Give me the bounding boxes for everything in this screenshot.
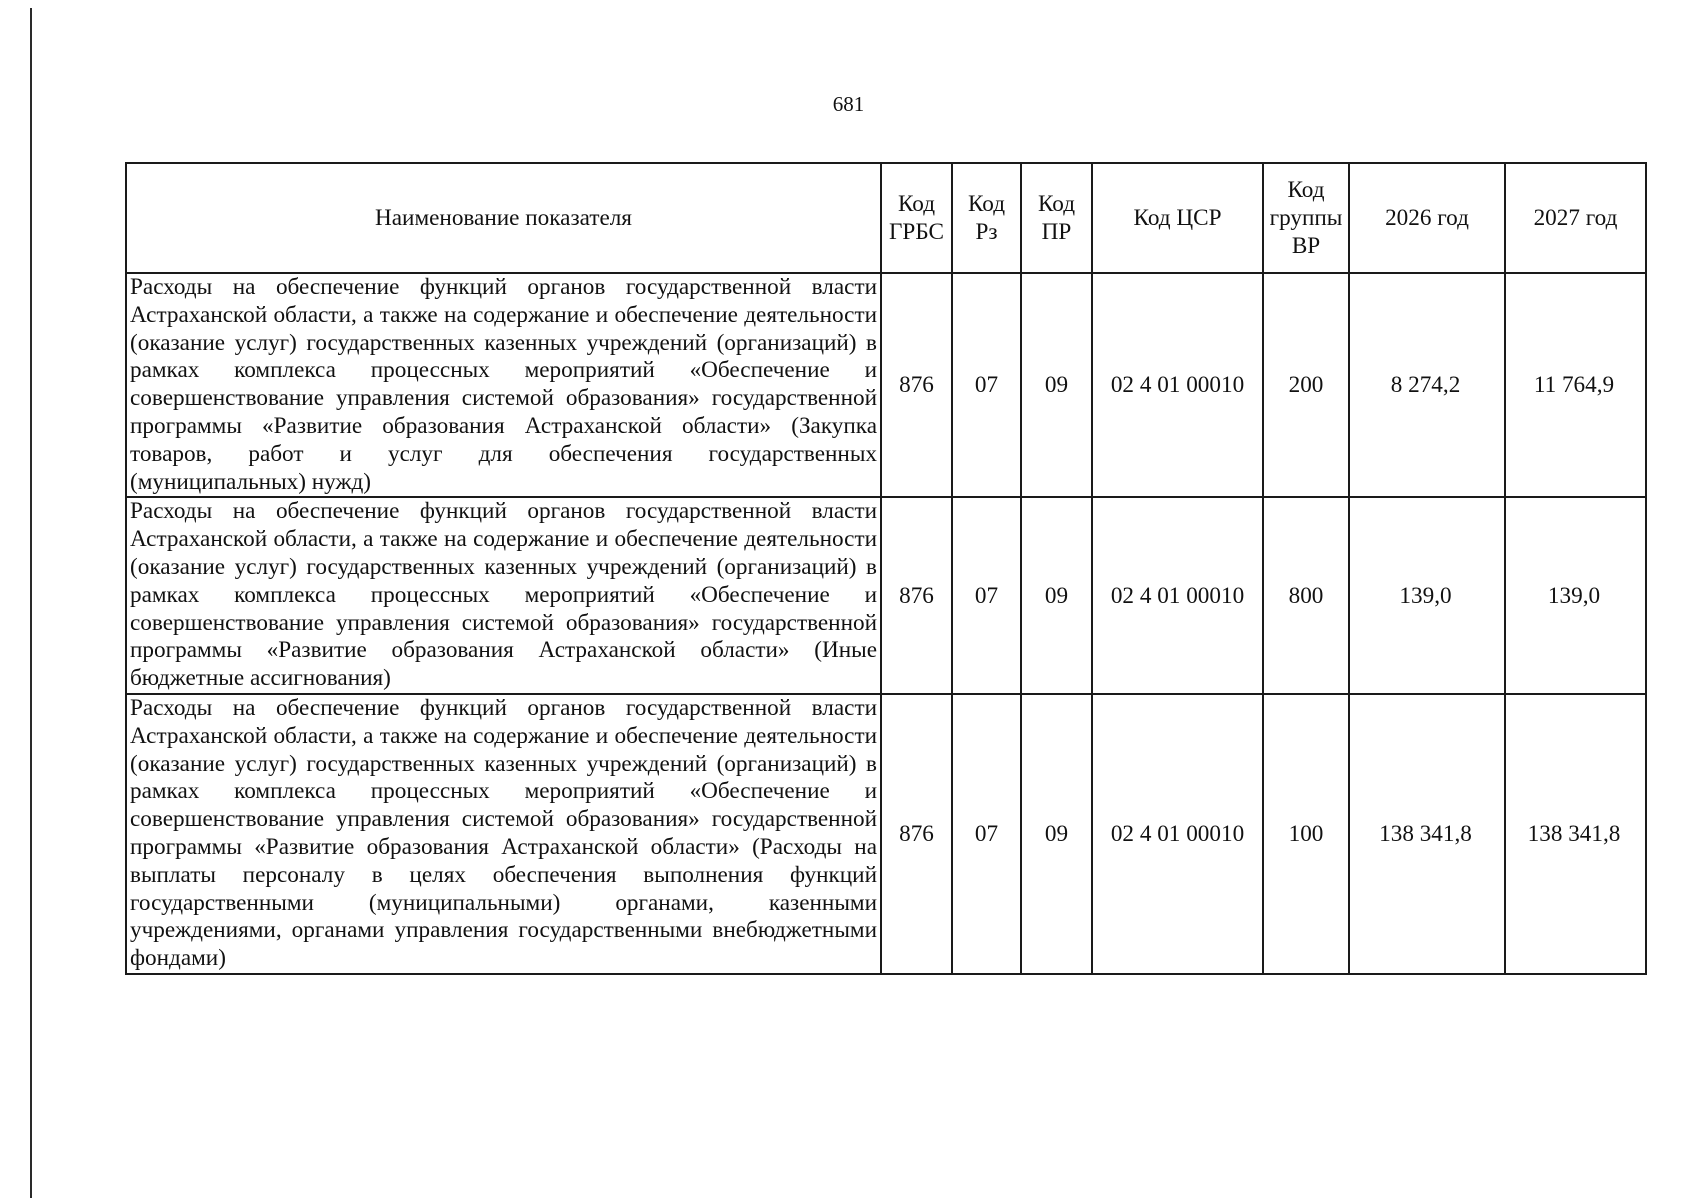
row-2027: 11 764,9 bbox=[1505, 273, 1646, 497]
row-grbs: 876 bbox=[881, 497, 952, 694]
row-2027: 139,0 bbox=[1505, 497, 1646, 694]
header-row bbox=[126, 163, 1646, 273]
header-pr: Код ПР bbox=[1021, 163, 1092, 273]
row-2026: 8 274,2 bbox=[1349, 273, 1505, 497]
row-grbs: 876 bbox=[881, 273, 952, 497]
header-rz: Код Рз bbox=[952, 163, 1021, 273]
table-body bbox=[126, 273, 1646, 974]
row-name: Расходы на обеспечение функций органов государственной власти Астраханской области, а также на содержание и обеспечение деятельности (оказание услуг) государственных казенных учреждений (организаций) в рамках комплекса процессных мероприятий «Обеспечение и совершенствование управления системой образования» государственной программы «Развитие образования Астраханской области» (Расходы на выплаты персоналу в целях обеспечения выполнения функций государственными (муниципальными) органами, казенными учреждениями, органами управления государственными внебюджетными фондами) bbox=[126, 694, 881, 974]
header-2027: 2027 год bbox=[1505, 163, 1646, 273]
table-header bbox=[126, 163, 1646, 273]
row-rz: 07 bbox=[952, 497, 1021, 694]
row-rz: 07 bbox=[952, 694, 1021, 974]
table-row bbox=[126, 273, 1646, 497]
row-csr: 02 4 01 00010 bbox=[1092, 273, 1263, 497]
page-number: 681 bbox=[832, 92, 865, 116]
binding-margin-line bbox=[30, 8, 32, 1198]
table-row bbox=[126, 497, 1646, 694]
budget-table bbox=[125, 162, 1647, 975]
row-2026: 139,0 bbox=[1349, 497, 1505, 694]
row-csr: 02 4 01 00010 bbox=[1092, 497, 1263, 694]
row-2026: 138 341,8 bbox=[1349, 694, 1505, 974]
row-name: Расходы на обеспечение функций органов государственной власти Астраханской области, а также на содержание и обеспечение деятельности (оказание услуг) государственных казенных учреждений (организаций) в рамках комплекса процессных мероприятий «Обеспечение и совершенствование управления системой образования» государственной программы «Развитие образования Астраханской области» (Закупка товаров, работ и услуг для обеспечения государственных (муниципальных) нужд) bbox=[126, 273, 881, 497]
table-row bbox=[126, 694, 1646, 974]
header-grbs: Код ГРБС bbox=[881, 163, 952, 273]
header-csr: Код ЦСР bbox=[1092, 163, 1263, 273]
header-vr: Код группы ВР bbox=[1263, 163, 1349, 273]
row-csr: 02 4 01 00010 bbox=[1092, 694, 1263, 974]
row-pr: 09 bbox=[1021, 497, 1092, 694]
header-name: Наименование показателя bbox=[126, 163, 881, 273]
row-pr: 09 bbox=[1021, 694, 1092, 974]
row-pr: 09 bbox=[1021, 273, 1092, 497]
row-rz: 07 bbox=[952, 273, 1021, 497]
row-2027: 138 341,8 bbox=[1505, 694, 1646, 974]
row-vr: 200 bbox=[1263, 273, 1349, 497]
row-vr: 800 bbox=[1263, 497, 1349, 694]
header-2026: 2026 год bbox=[1349, 163, 1505, 273]
row-name: Расходы на обеспечение функций органов государственной власти Астраханской области, а также на содержание и обеспечение деятельности (оказание услуг) государственных казенных учреждений (организаций) в рамках комплекса процессных мероприятий «Обеспечение и совершенствование управления системой образования» государственной программы «Развитие образования Астраханской области» (Иные бюджетные ассигнования) bbox=[126, 497, 881, 694]
row-grbs: 876 bbox=[881, 694, 952, 974]
row-vr: 100 bbox=[1263, 694, 1349, 974]
